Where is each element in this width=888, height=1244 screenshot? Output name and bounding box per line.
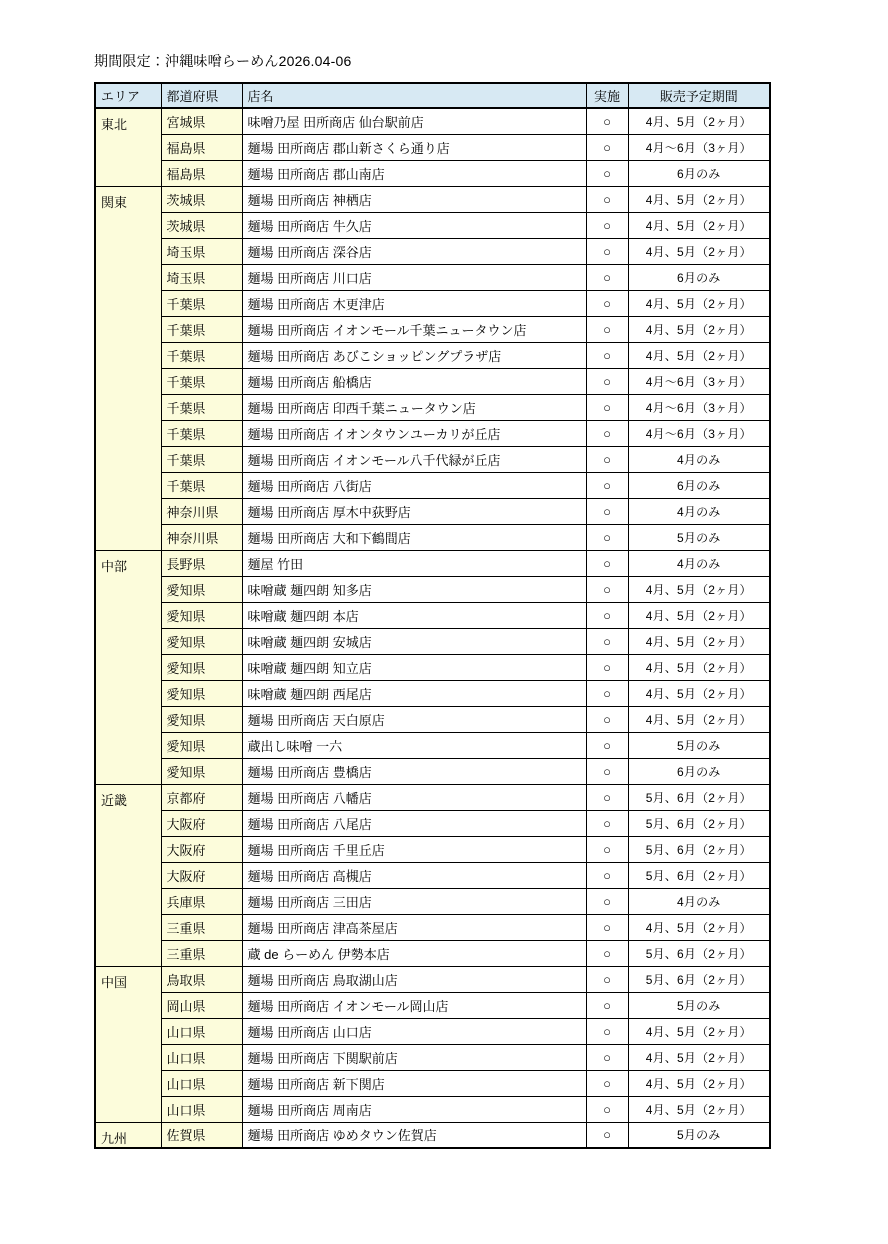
store-name-cell: 麺場 田所商店 大和下鶴間店 xyxy=(242,524,586,550)
implemented-mark: ○ xyxy=(586,862,628,888)
implemented-mark: ○ xyxy=(586,1018,628,1044)
store-name-cell: 麺場 田所商店 三田店 xyxy=(242,888,586,914)
implemented-mark: ○ xyxy=(586,1122,628,1148)
table-row xyxy=(95,1096,770,1122)
table-row xyxy=(95,680,770,706)
implemented-mark: ○ xyxy=(586,836,628,862)
table-row xyxy=(95,524,770,550)
prefecture-cell: 神奈川県 xyxy=(161,498,242,524)
prefecture-cell: 千葉県 xyxy=(161,394,242,420)
store-name-cell: 麺場 田所商店 イオンモール八千代緑が丘店 xyxy=(242,446,586,472)
table-row xyxy=(95,602,770,628)
prefecture-cell: 山口県 xyxy=(161,1018,242,1044)
region-cell: 中部 xyxy=(95,550,161,784)
column-header-4: 実施 xyxy=(586,83,628,108)
implemented-mark: ○ xyxy=(586,394,628,420)
store-name-cell: 麺場 田所商店 豊橋店 xyxy=(242,758,586,784)
table-row xyxy=(95,472,770,498)
store-name-cell: 麺場 田所商店 厚木中荻野店 xyxy=(242,498,586,524)
implemented-mark: ○ xyxy=(586,992,628,1018)
table-row xyxy=(95,966,770,992)
column-header-2: 都道府県 xyxy=(161,83,242,108)
implemented-mark: ○ xyxy=(586,784,628,810)
implemented-mark: ○ xyxy=(586,472,628,498)
store-name-cell: 味噌蔵 麺四朗 安城店 xyxy=(242,628,586,654)
implemented-mark: ○ xyxy=(586,706,628,732)
store-name-cell: 麺場 田所商店 津高茶屋店 xyxy=(242,914,586,940)
store-name-cell: 味噌蔵 麺四朗 知立店 xyxy=(242,654,586,680)
store-name-cell: 麺場 田所商店 イオンモール千葉ニュータウン店 xyxy=(242,316,586,342)
implemented-mark: ○ xyxy=(586,810,628,836)
implemented-mark: ○ xyxy=(586,914,628,940)
prefecture-cell: 千葉県 xyxy=(161,420,242,446)
table-row xyxy=(95,628,770,654)
prefecture-cell: 千葉県 xyxy=(161,290,242,316)
store-name-cell: 麺場 田所商店 八尾店 xyxy=(242,810,586,836)
prefecture-cell: 福島県 xyxy=(161,160,242,186)
prefecture-cell: 茨城県 xyxy=(161,212,242,238)
table-row xyxy=(95,576,770,602)
prefecture-cell: 山口県 xyxy=(161,1096,242,1122)
table-row xyxy=(95,446,770,472)
store-table xyxy=(94,82,771,1149)
prefecture-cell: 愛知県 xyxy=(161,732,242,758)
prefecture-cell: 愛知県 xyxy=(161,576,242,602)
region-cell: 中国 xyxy=(95,966,161,1122)
table-row xyxy=(95,264,770,290)
prefecture-cell: 三重県 xyxy=(161,914,242,940)
sales-period-cell: 6月のみ xyxy=(628,758,770,784)
sales-period-cell: 5月のみ xyxy=(628,1122,770,1148)
store-name-cell: 味噌蔵 麺四朗 本店 xyxy=(242,602,586,628)
table-row xyxy=(95,134,770,160)
prefecture-cell: 岡山県 xyxy=(161,992,242,1018)
implemented-mark: ○ xyxy=(586,602,628,628)
implemented-mark: ○ xyxy=(586,264,628,290)
prefecture-cell: 兵庫県 xyxy=(161,888,242,914)
sales-period-cell: 4月、5月（2ヶ月） xyxy=(628,654,770,680)
table-row xyxy=(95,160,770,186)
store-name-cell: 麺場 田所商店 高槻店 xyxy=(242,862,586,888)
implemented-mark: ○ xyxy=(586,420,628,446)
store-name-cell: 麺場 田所商店 天白原店 xyxy=(242,706,586,732)
prefecture-cell: 愛知県 xyxy=(161,654,242,680)
sales-period-cell: 4月、5月（2ヶ月） xyxy=(628,628,770,654)
sales-period-cell: 5月、6月（2ヶ月） xyxy=(628,862,770,888)
table-body xyxy=(95,108,770,1148)
sales-period-cell: 4月、5月（2ヶ月） xyxy=(628,212,770,238)
store-name-cell: 麺場 田所商店 山口店 xyxy=(242,1018,586,1044)
sales-period-cell: 6月のみ xyxy=(628,264,770,290)
store-name-cell: 麺場 田所商店 印西千葉ニュータウン店 xyxy=(242,394,586,420)
store-name-cell: 麺場 田所商店 郡山南店 xyxy=(242,160,586,186)
sales-period-cell: 4月〜6月（3ヶ月） xyxy=(628,368,770,394)
sales-period-cell: 4月、5月（2ヶ月） xyxy=(628,1044,770,1070)
implemented-mark: ○ xyxy=(586,1070,628,1096)
sales-period-cell: 4月、5月（2ヶ月） xyxy=(628,1096,770,1122)
column-header-5: 販売予定期間 xyxy=(628,83,770,108)
sales-period-cell: 5月のみ xyxy=(628,992,770,1018)
implemented-mark: ○ xyxy=(586,732,628,758)
table-row xyxy=(95,1044,770,1070)
implemented-mark: ○ xyxy=(586,316,628,342)
implemented-mark: ○ xyxy=(586,758,628,784)
region-cell: 近畿 xyxy=(95,784,161,966)
table-row xyxy=(95,940,770,966)
table-row xyxy=(95,550,770,576)
sales-period-cell: 4月のみ xyxy=(628,888,770,914)
table-row xyxy=(95,888,770,914)
implemented-mark: ○ xyxy=(586,1044,628,1070)
prefecture-cell: 大阪府 xyxy=(161,810,242,836)
implemented-mark: ○ xyxy=(586,368,628,394)
region-cell: 九州 xyxy=(95,1122,161,1148)
sales-period-cell: 5月、6月（2ヶ月） xyxy=(628,966,770,992)
store-name-cell: 麺場 田所商店 船橋店 xyxy=(242,368,586,394)
prefecture-cell: 京都府 xyxy=(161,784,242,810)
implemented-mark: ○ xyxy=(586,212,628,238)
sales-period-cell: 5月のみ xyxy=(628,524,770,550)
table-row xyxy=(95,316,770,342)
store-name-cell: 麺場 田所商店 イオンタウンユーカリが丘店 xyxy=(242,420,586,446)
store-name-cell: 味噌蔵 麺四朗 西尾店 xyxy=(242,680,586,706)
sales-period-cell: 4月、5月（2ヶ月） xyxy=(628,108,770,134)
sales-period-cell: 6月のみ xyxy=(628,160,770,186)
sales-period-cell: 4月〜6月（3ヶ月） xyxy=(628,420,770,446)
implemented-mark: ○ xyxy=(586,498,628,524)
sales-period-cell: 5月、6月（2ヶ月） xyxy=(628,784,770,810)
prefecture-cell: 宮城県 xyxy=(161,108,242,134)
prefecture-cell: 大阪府 xyxy=(161,836,242,862)
implemented-mark: ○ xyxy=(586,966,628,992)
prefecture-cell: 千葉県 xyxy=(161,446,242,472)
store-name-cell: 麺場 田所商店 郡山新さくら通り店 xyxy=(242,134,586,160)
sales-period-cell: 4月〜6月（3ヶ月） xyxy=(628,394,770,420)
implemented-mark: ○ xyxy=(586,524,628,550)
sales-period-cell: 4月のみ xyxy=(628,498,770,524)
prefecture-cell: 大阪府 xyxy=(161,862,242,888)
prefecture-cell: 愛知県 xyxy=(161,758,242,784)
store-name-cell: 麺場 田所商店 イオンモール岡山店 xyxy=(242,992,586,1018)
store-name-cell: 麺場 田所商店 鳥取湖山店 xyxy=(242,966,586,992)
sales-period-cell: 4月、5月（2ヶ月） xyxy=(628,186,770,212)
table-row xyxy=(95,784,770,810)
table-row xyxy=(95,498,770,524)
store-name-cell: 麺場 田所商店 千里丘店 xyxy=(242,836,586,862)
implemented-mark: ○ xyxy=(586,940,628,966)
prefecture-cell: 神奈川県 xyxy=(161,524,242,550)
region-cell: 関東 xyxy=(95,186,161,550)
table-row xyxy=(95,290,770,316)
sales-period-cell: 4月、5月（2ヶ月） xyxy=(628,680,770,706)
table-row xyxy=(95,420,770,446)
implemented-mark: ○ xyxy=(586,888,628,914)
prefecture-cell: 千葉県 xyxy=(161,342,242,368)
store-name-cell: 味噌乃屋 田所商店 仙台駅前店 xyxy=(242,108,586,134)
sales-period-cell: 4月のみ xyxy=(628,446,770,472)
implemented-mark: ○ xyxy=(586,342,628,368)
store-name-cell: 麺場 田所商店 木更津店 xyxy=(242,290,586,316)
sales-period-cell: 4月、5月（2ヶ月） xyxy=(628,290,770,316)
table-row xyxy=(95,810,770,836)
table-row xyxy=(95,1070,770,1096)
store-name-cell: 麺場 田所商店 周南店 xyxy=(242,1096,586,1122)
prefecture-cell: 埼玉県 xyxy=(161,264,242,290)
table-row xyxy=(95,394,770,420)
prefecture-cell: 愛知県 xyxy=(161,628,242,654)
store-name-cell: 麺場 田所商店 深谷店 xyxy=(242,238,586,264)
sales-period-cell: 5月、6月（2ヶ月） xyxy=(628,836,770,862)
table-row xyxy=(95,914,770,940)
implemented-mark: ○ xyxy=(586,186,628,212)
store-name-cell: 麺場 田所商店 川口店 xyxy=(242,264,586,290)
prefecture-cell: 山口県 xyxy=(161,1070,242,1096)
sales-period-cell: 6月のみ xyxy=(628,472,770,498)
implemented-mark: ○ xyxy=(586,654,628,680)
implemented-mark: ○ xyxy=(586,1096,628,1122)
table-row xyxy=(95,238,770,264)
sales-period-cell: 4月、5月（2ヶ月） xyxy=(628,316,770,342)
prefecture-cell: 愛知県 xyxy=(161,602,242,628)
implemented-mark: ○ xyxy=(586,134,628,160)
prefecture-cell: 山口県 xyxy=(161,1044,242,1070)
implemented-mark: ○ xyxy=(586,108,628,134)
store-name-cell: 麺場 田所商店 新下関店 xyxy=(242,1070,586,1096)
implemented-mark: ○ xyxy=(586,628,628,654)
prefecture-cell: 佐賀県 xyxy=(161,1122,242,1148)
table-row xyxy=(95,212,770,238)
table-row xyxy=(95,1018,770,1044)
prefecture-cell: 三重県 xyxy=(161,940,242,966)
store-name-cell: 麺場 田所商店 あびこショッピングプラザ店 xyxy=(242,342,586,368)
implemented-mark: ○ xyxy=(586,576,628,602)
table-row xyxy=(95,186,770,212)
sales-period-cell: 4月、5月（2ヶ月） xyxy=(628,602,770,628)
header-row xyxy=(95,83,770,108)
implemented-mark: ○ xyxy=(586,238,628,264)
table-row xyxy=(95,992,770,1018)
column-header-1: エリア xyxy=(95,83,161,108)
prefecture-cell: 茨城県 xyxy=(161,186,242,212)
sales-period-cell: 4月、5月（2ヶ月） xyxy=(628,706,770,732)
prefecture-cell: 埼玉県 xyxy=(161,238,242,264)
sales-period-cell: 4月、5月（2ヶ月） xyxy=(628,238,770,264)
prefecture-cell: 千葉県 xyxy=(161,368,242,394)
sales-period-cell: 5月、6月（2ヶ月） xyxy=(628,810,770,836)
prefecture-cell: 福島県 xyxy=(161,134,242,160)
table-row xyxy=(95,836,770,862)
store-name-cell: 麺場 田所商店 ゆめタウン佐賀店 xyxy=(242,1122,586,1148)
table-row xyxy=(95,862,770,888)
sales-period-cell: 4月、5月（2ヶ月） xyxy=(628,1018,770,1044)
region-cell: 東北 xyxy=(95,108,161,186)
table-row xyxy=(95,108,770,134)
table-row xyxy=(95,342,770,368)
sales-period-cell: 4月のみ xyxy=(628,550,770,576)
store-name-cell: 麺場 田所商店 神栖店 xyxy=(242,186,586,212)
sales-period-cell: 4月、5月（2ヶ月） xyxy=(628,1070,770,1096)
table-row xyxy=(95,732,770,758)
column-header-3: 店名 xyxy=(242,83,586,108)
prefecture-cell: 愛知県 xyxy=(161,706,242,732)
sales-period-cell: 4月、5月（2ヶ月） xyxy=(628,342,770,368)
implemented-mark: ○ xyxy=(586,680,628,706)
store-name-cell: 味噌蔵 麺四朗 知多店 xyxy=(242,576,586,602)
implemented-mark: ○ xyxy=(586,160,628,186)
store-name-cell: 麺場 田所商店 八街店 xyxy=(242,472,586,498)
sales-period-cell: 5月のみ xyxy=(628,732,770,758)
store-name-cell: 麺場 田所商店 牛久店 xyxy=(242,212,586,238)
store-name-cell: 蔵出し味噌 一六 xyxy=(242,732,586,758)
prefecture-cell: 千葉県 xyxy=(161,316,242,342)
store-name-cell: 麺場 田所商店 八幡店 xyxy=(242,784,586,810)
prefecture-cell: 鳥取県 xyxy=(161,966,242,992)
table-row xyxy=(95,706,770,732)
sales-period-cell: 4月、5月（2ヶ月） xyxy=(628,576,770,602)
table-row xyxy=(95,1122,770,1148)
page-title: 期間限定：沖縄味噌らーめん2026.04-06 xyxy=(94,53,352,69)
prefecture-cell: 愛知県 xyxy=(161,680,242,706)
sales-period-cell: 4月〜6月（3ヶ月） xyxy=(628,134,770,160)
implemented-mark: ○ xyxy=(586,290,628,316)
table-row xyxy=(95,758,770,784)
store-name-cell: 蔵 de らーめん 伊勢本店 xyxy=(242,940,586,966)
sales-period-cell: 4月、5月（2ヶ月） xyxy=(628,914,770,940)
implemented-mark: ○ xyxy=(586,550,628,576)
store-name-cell: 麺場 田所商店 下関駅前店 xyxy=(242,1044,586,1070)
store-name-cell: 麺屋 竹田 xyxy=(242,550,586,576)
sales-period-cell: 5月、6月（2ヶ月） xyxy=(628,940,770,966)
implemented-mark: ○ xyxy=(586,446,628,472)
table-row xyxy=(95,368,770,394)
prefecture-cell: 長野県 xyxy=(161,550,242,576)
table-row xyxy=(95,654,770,680)
prefecture-cell: 千葉県 xyxy=(161,472,242,498)
